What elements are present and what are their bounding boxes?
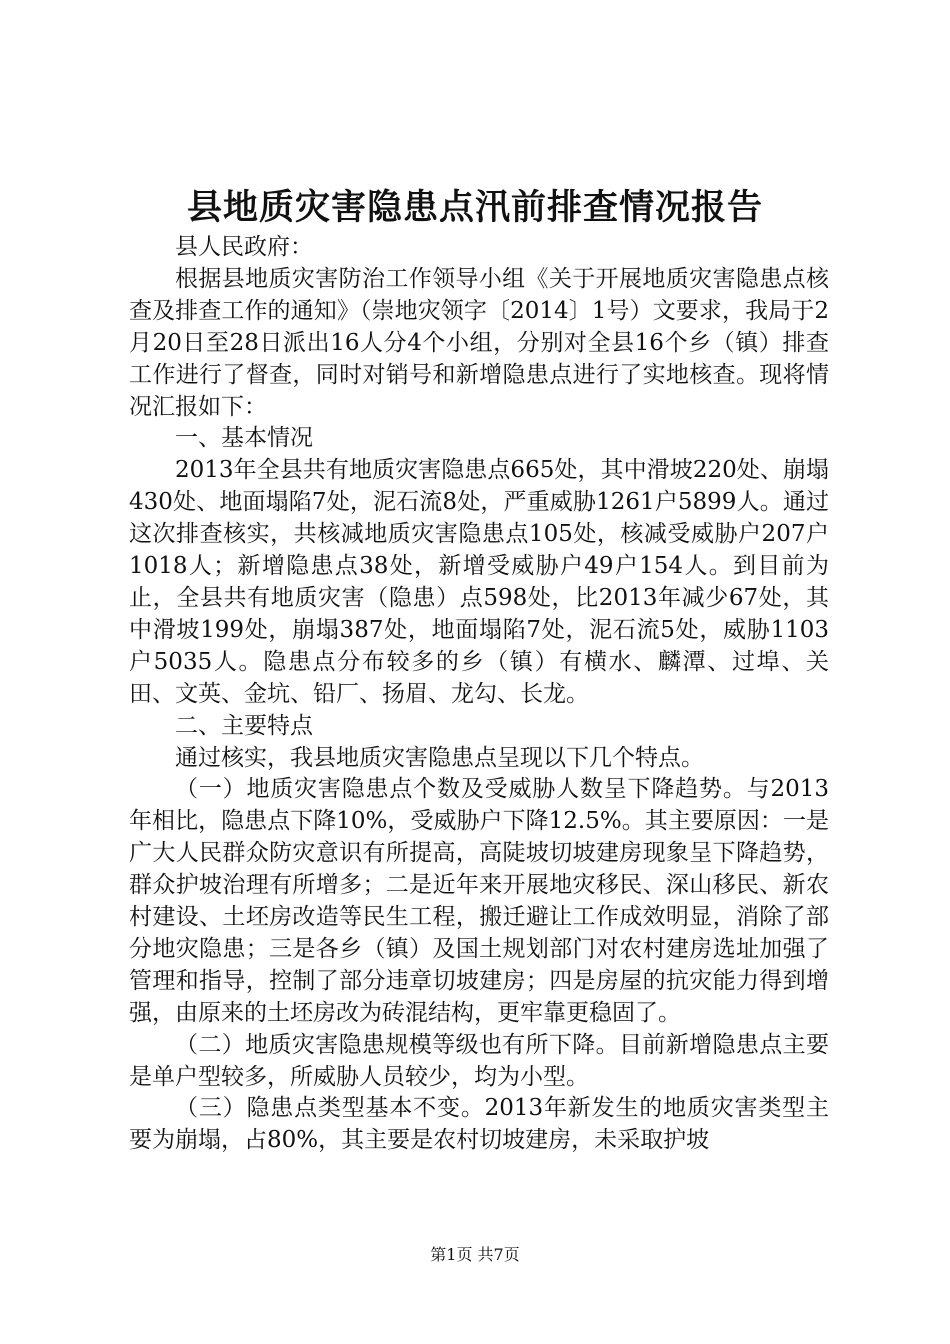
paragraph-feature-3: （三）隐患点类型基本不变。2013年新发生的地质灾害类型主要为崩塌，占80%，其主要是农村切坡建房，未采取护坡: [129, 1095, 829, 1154]
paragraph-features-intro: 通过核实，我县地质灾害隐患点呈现以下几个特点。: [175, 744, 704, 771]
paragraph-basic: 2013年全县共有地质灾害隐患点665处，其中滑坡220处、崩塌430处、地面塌陷7处，泥石流8处，严重威胁1261户5899人。通过这次排查核实，共核减地质灾害隐患点105处，核减受威胁户207户1018人；新增隐患点38处，新增受威胁户49户154人。到目前为止，全县共有地质灾害（隐患）点598处，比2013年减少67处，其中滑坡199处，崩塌387处，地面塌陷7处，泥石流5处，威胁1103户5035人。隐患点分布较多的乡（镇）有横水、麟潭、过埠、关田、文英、金坑、铅厂、扬眉、龙勾、长龙。: [129, 457, 829, 707]
document-body: [129, 232, 829, 1157]
document-title: 县地质灾害隐患点汛前排查情况报告: [186, 187, 763, 228]
paragraph-intro: 根据县地质灾害防治工作领导小组《关于开展地质灾害隐患点核查及排查工作的通知》（崇地灾领字〔2014〕1号）文要求，我局于2月20日至28日派出16人分4个小组，分别对全县16个乡（镇）排查工作进行了督查，同时对销号和新增隐患点进行了实地核查。现将情况汇报如下：: [129, 265, 829, 420]
paragraph-feature-2: （二）地质灾害隐患规模等级也有所下降。目前新增隐患点主要是单户型较多，所威胁人员较少，均为小型。: [129, 1031, 829, 1090]
paragraph-feature-1: （一）地质灾害隐患点个数及受威胁人数呈下降趋势。与2013年相比，隐患点下降10%，受威胁户下降12.5%。其主要原因：一是广大人民群众防灾意识有所提高，高陡坡切坡建房现象呈下降趋势，群众护坡治理有所增多；二是近年来开展地灾移民、深山移民、新农村建设、土坯房改造等民生工程，搬迁避让工作成效明显，消除了部分地灾隐患；三是各乡（镇）及国土规划部门对农村建房选址加强了管理和指导，控制了部分违章切坡建房；四是房屋的抗灾能力得到增强，由原来的土坯房改为砖混结构，更牢靠更稳固了。: [129, 776, 829, 1026]
page-footer: 第1页 共7页: [430, 1245, 520, 1264]
section-heading-basic: 一、基本情况: [175, 425, 313, 452]
section-heading-features: 二、主要特点: [175, 712, 313, 739]
salutation: 县人民政府：: [175, 234, 313, 260]
